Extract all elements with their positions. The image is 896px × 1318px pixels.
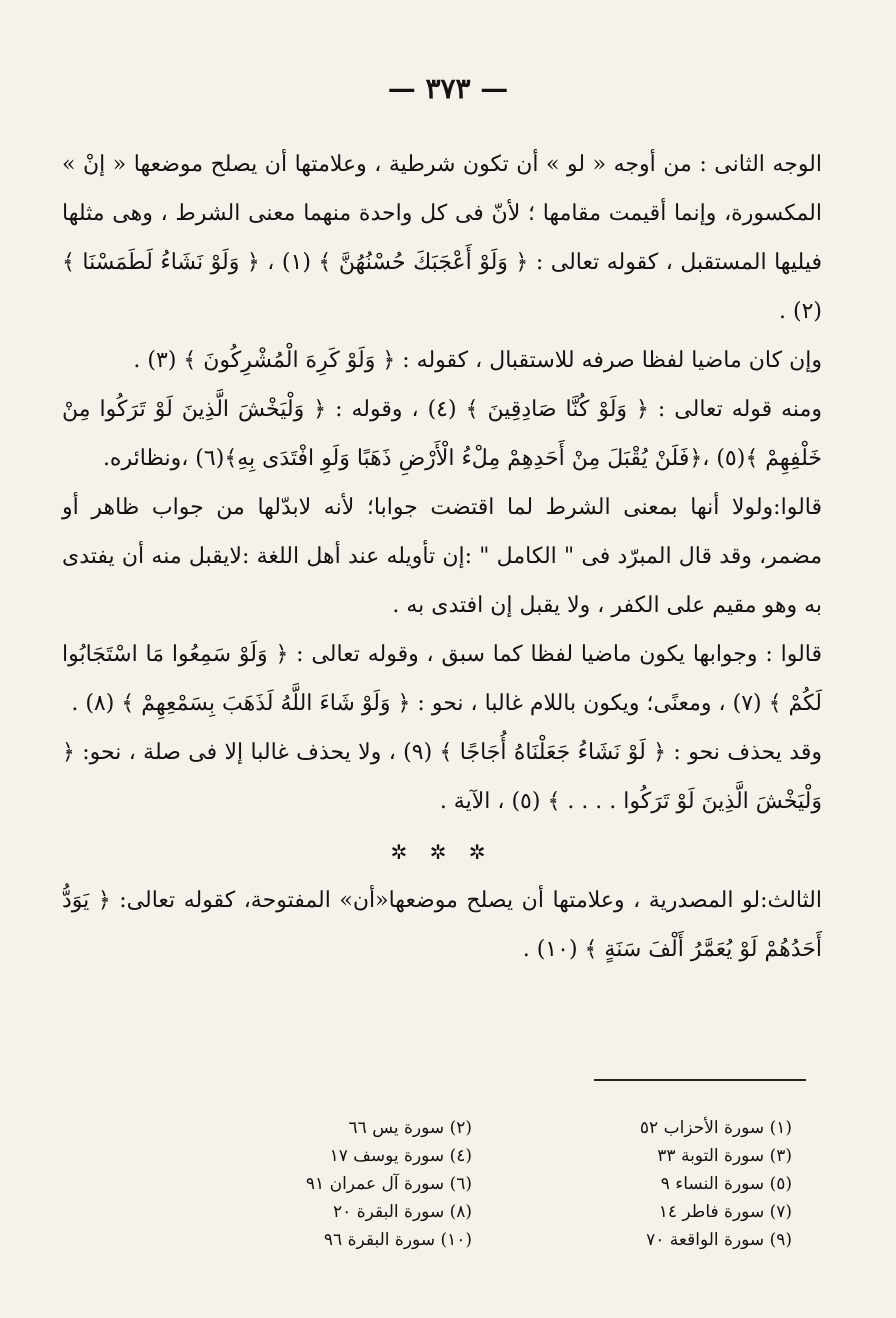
footnote-divider	[594, 1079, 806, 1081]
footnote-7: (٧) سورة فاطر ١٤	[658, 1202, 792, 1222]
paragraph-answer: قالوا : وجوابها يكون ماضيا لفظا كما سبق ، وقوله تعالى : ﴿ وَلَوْ سَمِعُوا مَا اسْتَجَابُوا لَكُمْ ﴾ (٧) ، ومعنًى؛ ويكون باللام غالبا ، نحو : ﴿ وَلَوْ شَاءَ اللَّهُ لَذَهَبَ بِسَمْعِهِمْ ﴾ (٨) .	[62, 642, 822, 716]
paragraph-third-aspect: الثالث:لو المصدرية ، وعلامتها أن يصلح موضعها«أن» المفتوحة، كقوله تعالى: ﴿ يَوَدُّ أَحَدُهُمْ لَوْ يُعَمَّرُ أَلْفَ سَنَةٍ ﴾ (١٠) .	[62, 888, 822, 962]
footnote-9: (٩) سورة الواقعة ٧٠	[646, 1230, 792, 1250]
paragraph-mubarrad: قالوا:ولولا أنها بمعنى الشرط لما اقتضت جوابا؛ لأنه لابدّلها من جواب ظاهر أو مضمر، وقد قال المبرّد فى " الكامل " :إن تأويله عند أهل اللغة :لايقبل منه أن يفتدى به وهو مقيم على الكفر ، ولا يقبل إن افتدى به .	[62, 495, 822, 618]
footnote-3: (٣) سورة التوبة ٣٣	[657, 1146, 792, 1166]
footnote-4: (٤) سورة يوسف ١٧	[329, 1146, 472, 1166]
paragraph-omission: وقد يحذف نحو : ﴿ لَوْ نَشَاءُ جَعَلْنَاهُ أُجَاجًا ﴾ (٩) ، ولا يحذف غالبا إلا فى صلة ، نحو: ﴿ وَلْيَخْشَ الَّذِينَ لَوْ تَرَكُوا . . . . ﴾ (٥) ، الآية .	[62, 740, 822, 814]
page-number: — ٣٧٣ —	[387, 72, 509, 105]
footnotes	[212, 1114, 792, 1254]
footnote-1: (١) سورة الأحزاب ٥٢	[639, 1118, 792, 1138]
footnote-5: (٥) سورة النساء ٩	[660, 1174, 792, 1194]
paragraph-examples: ومنه قوله تعالى : ﴿ وَلَوْ كُنَّا صَادِقِينَ ﴾ (٤) ، وقوله : ﴿ وَلْيَخْشَ الَّذِينَ لَوْ تَرَكُوا مِنْ خَلْفِهِمْ ﴾(٥) ،﴿فَلَنْ يُقْبَلَ مِنْ أَحَدِهِمْ مِلْءُ الْأَرْضِ ذَهَبًا وَلَوِ افْتَدَى بِهِ﴾(٦) ،ونظائره.	[62, 397, 822, 471]
footnote-6: (٦) سورة آل عمران ٩١	[305, 1174, 472, 1194]
footnote-8: (٨) سورة البقرة ٢٠	[333, 1202, 472, 1222]
paragraph-second-aspect: الوجه الثانى : من أوجه « لو » أن تكون شرطية ، وعلامتها أن يصلح موضعها « إنْ » المكسورة، وإنما أقيمت مقامها ؛ لأنّ فى كل واحدة منهما معنى الشرط ، وهى مثلها فيليها المستقبل ، كقوله تعالى : ﴿ وَلَوْ أَعْجَبَكَ حُسْنُهُنَّ ﴾ (١) ، ﴿ وَلَوْ نَشَاءُ لَطَمَسْنَا ﴾ (٢) .	[62, 152, 822, 324]
section-separator: ✲ ✲ ✲	[390, 840, 494, 864]
footnote-2: (٢) سورة يس ٦٦	[348, 1118, 472, 1138]
main-text	[62, 140, 822, 974]
footnote-10: (١٠) سورة البقرة ٩٦	[323, 1230, 472, 1250]
paragraph-past-tense: وإن كان ماضيا لفظا صرفه للاستقبال ، كقوله : ﴿ وَلَوْ كَرِهَ الْمُشْرِكُونَ ﴾ (٣) .	[133, 348, 822, 373]
